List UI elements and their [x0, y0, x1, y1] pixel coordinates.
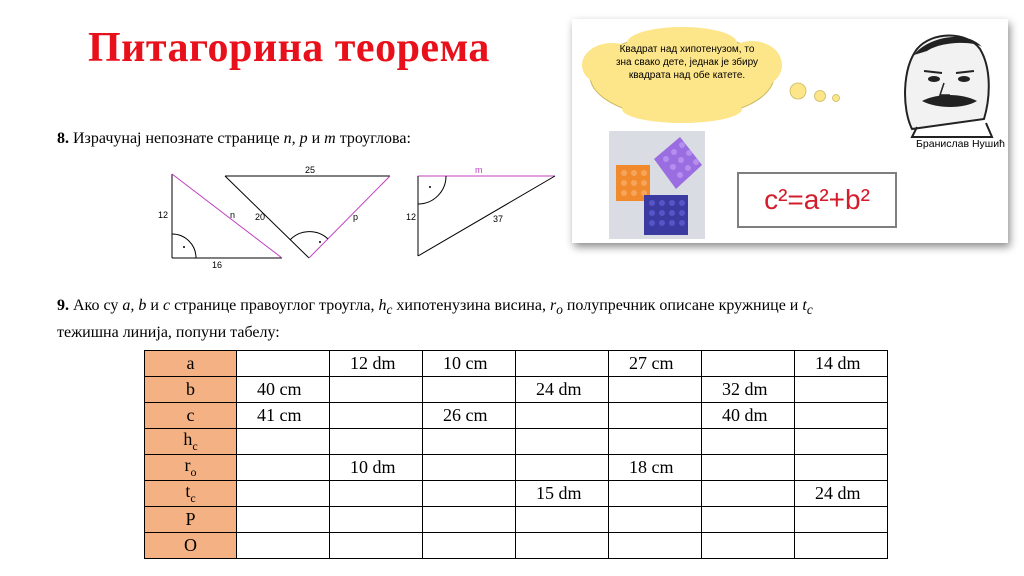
t2-left-label: 20: [255, 212, 266, 222]
row-header-label: h: [183, 429, 193, 449]
table-cell: 41 cm: [237, 403, 330, 429]
task-8-text-a: Израчунај непознате странице: [69, 130, 284, 147]
table-cell: 14 dm: [795, 351, 888, 377]
task-8-number: 8.: [57, 130, 69, 147]
table-row: [145, 377, 888, 403]
table-cell: 15 dm: [516, 481, 609, 507]
lego-blocks-image: [609, 131, 705, 239]
task-8-text: [57, 130, 411, 148]
row-header-label: c: [186, 405, 195, 425]
formula-text: c²=a²+b²: [764, 184, 870, 215]
table-cell: 40 dm: [702, 403, 795, 429]
portrait-icon: [905, 36, 992, 138]
table-cell: [516, 507, 609, 533]
hc-symbol: h: [378, 297, 387, 314]
table-cell: 18 cm: [609, 455, 702, 481]
t3-left-label: 12: [406, 212, 417, 222]
table-cell: [609, 429, 702, 455]
cloud-quote: Квадрат над хипотенузом, то зна свако дете, једнак је збиру квадрата над обе катете.: [615, 44, 759, 81]
table-cell: [609, 377, 702, 403]
hc-sub: c: [386, 302, 393, 318]
row-header-label: a: [186, 353, 195, 373]
table-cell: [609, 533, 702, 559]
table-cell: [795, 533, 888, 559]
row-header-label: r: [184, 455, 191, 475]
page-title: Питагорина теорема: [88, 25, 490, 71]
data-table: [144, 350, 888, 559]
portrait-caption: Бранислав Нушић: [916, 138, 1005, 150]
table-row: [145, 455, 888, 481]
task-9-part: странице правоуглог троугла,: [170, 297, 379, 314]
table-cell: [330, 429, 423, 455]
table-cell: [423, 455, 516, 481]
task-9-part: полупречник описане кружнице и: [562, 297, 803, 314]
ro-sub: o: [556, 302, 563, 318]
row-header-subscript: o: [190, 465, 197, 479]
table-cell: [330, 481, 423, 507]
table-cell: [795, 429, 888, 455]
task-8-var1: n, p: [283, 130, 308, 147]
triangle-1: [158, 174, 282, 270]
tc-symbol: t: [802, 297, 807, 314]
t3-hyp-label: 37: [493, 214, 504, 224]
triangle-2: [225, 165, 390, 258]
table-cell: [516, 403, 609, 429]
task-8-var2: m: [324, 130, 336, 147]
table-cell: 26 cm: [423, 403, 516, 429]
row-header: [145, 507, 237, 533]
table-cell: [237, 533, 330, 559]
table-cell: [702, 351, 795, 377]
task-9-part: хипотенузина висина,: [392, 297, 550, 314]
table-cell: [237, 507, 330, 533]
table-cell: [702, 533, 795, 559]
table-cell: 24 dm: [795, 481, 888, 507]
task-9-vars: a, b: [122, 297, 147, 314]
t2-right-label: p: [353, 212, 359, 222]
task-9-part: и: [146, 297, 163, 314]
t1-leg-horizontal: 16: [212, 260, 223, 270]
table-cell: [516, 429, 609, 455]
table-cell: [330, 533, 423, 559]
table-cell: [702, 429, 795, 455]
table-cell: [795, 455, 888, 481]
table-row: [145, 481, 888, 507]
t3-top-label: m: [475, 165, 483, 175]
t2-top-label: 25: [305, 165, 316, 175]
t1-leg-vertical: 12: [158, 210, 169, 220]
table-row: [145, 403, 888, 429]
table-cell: [795, 377, 888, 403]
table-cell: [516, 351, 609, 377]
table-cell: [423, 429, 516, 455]
task-9-text: [57, 294, 987, 344]
table-cell: [702, 455, 795, 481]
row-header: [145, 455, 237, 481]
tc-sub: c: [806, 302, 813, 318]
table-row: [145, 507, 888, 533]
table-cell: 24 dm: [516, 377, 609, 403]
row-header: [145, 533, 237, 559]
table-cell: [237, 351, 330, 377]
table-cell: [702, 481, 795, 507]
table-cell: 32 dm: [702, 377, 795, 403]
table-cell: 10 cm: [423, 351, 516, 377]
row-header-label: t: [185, 481, 191, 501]
table-cell: 40 cm: [237, 377, 330, 403]
task-9-number: 9.: [57, 297, 69, 314]
table-cell: [330, 507, 423, 533]
table-cell: [330, 403, 423, 429]
table-cell: [795, 403, 888, 429]
table-cell: 10 dm: [330, 455, 423, 481]
row-header: [145, 377, 237, 403]
row-header-label: b: [186, 379, 195, 399]
table-cell: [237, 429, 330, 455]
table-cell: [516, 455, 609, 481]
triangle-3: [406, 165, 555, 256]
table-cell: [516, 533, 609, 559]
table-cell: [702, 507, 795, 533]
row-header: [145, 481, 237, 507]
table-cell: [423, 481, 516, 507]
row-header: [145, 351, 237, 377]
row-header: [145, 403, 237, 429]
task-9-part: Ако су: [69, 297, 123, 314]
table-cell: [237, 455, 330, 481]
table-cell: [237, 481, 330, 507]
table-cell: [795, 507, 888, 533]
ro-symbol: r: [549, 297, 557, 314]
table-row: [145, 351, 888, 377]
table-cell: [609, 507, 702, 533]
row-header-subscript: c: [192, 439, 198, 453]
table-row: [145, 429, 888, 455]
task-9-var-c: c: [162, 297, 171, 314]
row-header-subscript: c: [190, 491, 196, 505]
table-cell: [330, 377, 423, 403]
table-cell: [423, 507, 516, 533]
row-header: [145, 429, 237, 455]
formula-box: [737, 172, 897, 228]
task-9-line2: тежишна линија, попуни табелу:: [57, 324, 280, 342]
table-cell: [423, 533, 516, 559]
table-cell: [423, 377, 516, 403]
table-cell: 12 dm: [330, 351, 423, 377]
table-cell: 27 cm: [609, 351, 702, 377]
triangles-figure: [150, 160, 570, 270]
task-8-text-b: и: [307, 130, 325, 147]
row-header-label: P: [185, 509, 196, 529]
t1-hyp-label: n: [230, 210, 236, 220]
table-cell: [609, 403, 702, 429]
task-8-text-c: троуглова:: [335, 130, 411, 147]
table-row: [145, 533, 888, 559]
table-cell: [609, 481, 702, 507]
row-header-label: O: [184, 535, 197, 555]
